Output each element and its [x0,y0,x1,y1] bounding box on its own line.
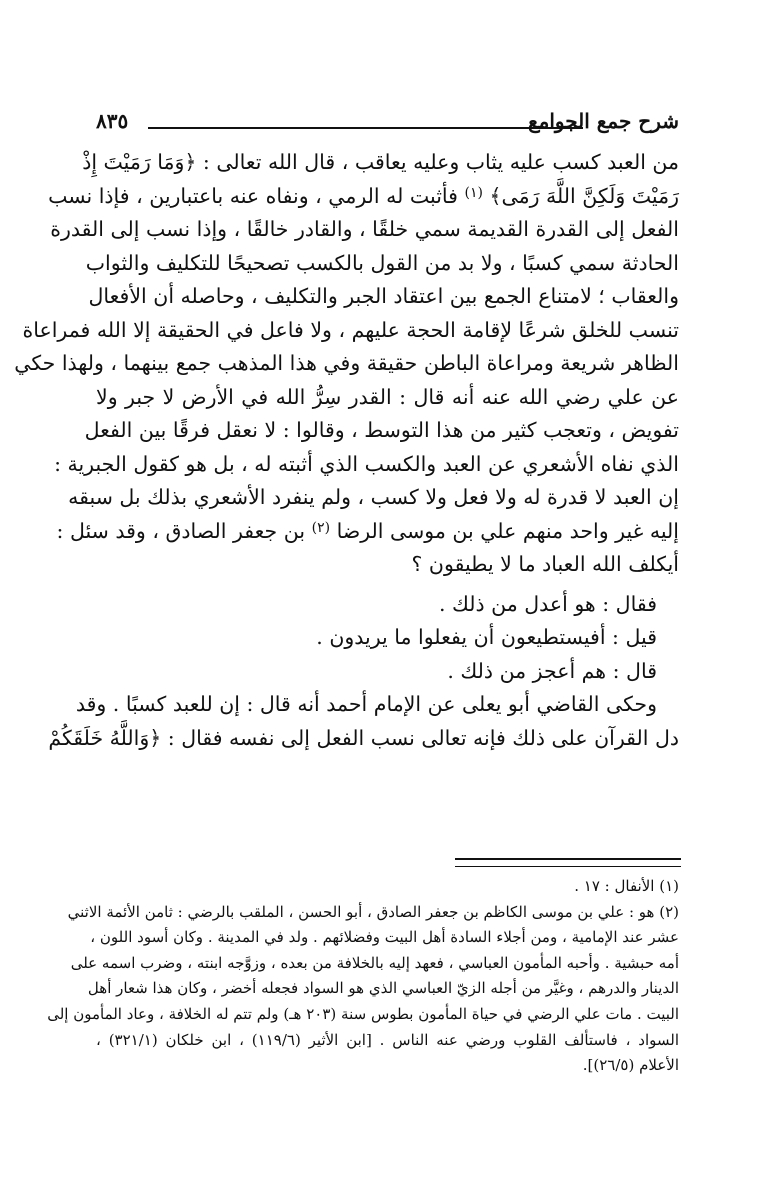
text-line: والعقاب ؛ لامتناع الجمع بين اعتقاد الجبر والتكليف ، وحاصله أن الأفعال [88,284,679,308]
footnote-ref-2: (٢) [311,519,331,536]
footnote-line: عشر عند الإمامية ، ومن أجلاء السادة أهل البيت وفضلائهم . ولد في المدينة . وكان أسود اللون ، [90,928,679,947]
dialogue-line: قال : هم أعجز من ذلك . [447,658,657,683]
text-line: الفعل إلى القدرة القديمة سمي خلقًا ، والقادر خالقًا ، وإذا نسب إلى القدرة [50,217,679,241]
footnote-line: (٢) هو : علي بن موسى الكاظم بن جعفر الصادق ، أبو الحسن ، الملقب بالرضي : ثامن الأئمة الاثني [67,902,679,921]
quran-verse: رَمَيْتَ وَلَكِنَّ اللَّهَ رَمَى﴾ [489,183,679,208]
text-line: تنسب للخلق شرعًا لإقامة الحجة عليهم ، ولا فاعل في الحقيقة إلا الله فمراعاة [22,317,679,342]
text-line: تفويض ، وتعجب كثير من هذا التوسط ، وقالوا : لا نعقل فرقًا بين الفعل [84,418,679,442]
text-line: أيكلف الله العباد ما لا يطيقون ؟ [411,552,679,576]
text-segment: إليه غير واحد منهم علي بن موسى الرضا [336,518,679,543]
text-line: وحكى القاضي أبو يعلى عن الإمام أحمد أنه قال : إن للعبد كسبًا . وقد [75,692,657,716]
footnote-ref-1: (١) [464,184,483,201]
text-line: الظاهر شريعة ومراعاة الباطن حقيقة وفي هذا المذهب جمع بينهما ، ولهذا حكي [14,351,679,375]
text-segment: فأثبت له الرمي ، ونفاه عنه باعتبارين ، فإذا نسب [48,183,458,208]
text-segment: بن جعفر الصادق ، وقد سئل : [56,518,306,543]
text-line: إن العبد لا قدرة له ولا فعل ولا كسب ، ولم ينفرد الأشعري بذلك بل سبقه [68,485,679,509]
footnotes [47,874,679,1079]
main-text [14,146,679,755]
text-line: الحادثة سمي كسبًا ، ولا بد من القول بالكسب تصحيحًا للتكليف والثواب [85,250,679,275]
text-line: الذي نفاه الأشعري عن العبد والكسب الذي أثبته له ، بل هو كقول الجبرية : [54,451,679,476]
footnote-line: الأعلام (٢٦/٥)]. [582,1056,679,1075]
dialogue-line: قيل : أفيستطيعون أن يفعلوا ما يريدون . [316,625,657,649]
page-number: ٨٣٥ [96,109,129,133]
page-header [96,104,679,140]
text-line [48,180,679,214]
footnote-separator [455,858,681,867]
footnote-line: البيت . مات علي الرضي في حياة المأمون بطوس سنة (٢٠٣ هـ) ولم تتم له الخلافة ، وعاد المأمون إلى [47,1004,679,1023]
header-rule [148,127,583,129]
footnote-line: (١) الأنفال : ١٧ . [574,877,679,895]
running-title: شرح جمع الجوامع [527,109,679,133]
dialogue-line: فقال : هو أعدل من ذلك . [438,591,657,616]
footnote-line: الدينار والدرهم ، وغيَّر من أجله الزيّ العباسي الذي هو السواد فجعله أخضر ، وكان هذا شعار أهل [87,979,679,998]
footnote-line: أمه حبشية . وأحبه المأمون العباسي ، فعهد إليه بالخلافة من بعده ، وزوَّجه ابنته ، وضرب اسمه على [70,953,679,972]
footnote-line: السواد ، فاستألف القلوب ورضي عنه الناس . [ابن الأثير (١١٩/٦) ، ابن خلكان (٣٢١/١) ، [96,1030,679,1049]
text-line: عن علي رضي الله عنه أنه قال : القدر سِرُّ الله في الأرض لا جبر ولا [96,384,679,409]
text-line: من العبد كسب عليه يثاب وعليه يعاقب ، قال الله تعالى : ﴿وَمَا رَمَيْتَ إِذْ [82,150,679,174]
text-line: دل القرآن على ذلك فإنه تعالى نسب الفعل إلى نفسه فقال : ﴿وَاللَّهُ خَلَقَكُمْ [48,725,679,750]
text-line [56,515,679,549]
